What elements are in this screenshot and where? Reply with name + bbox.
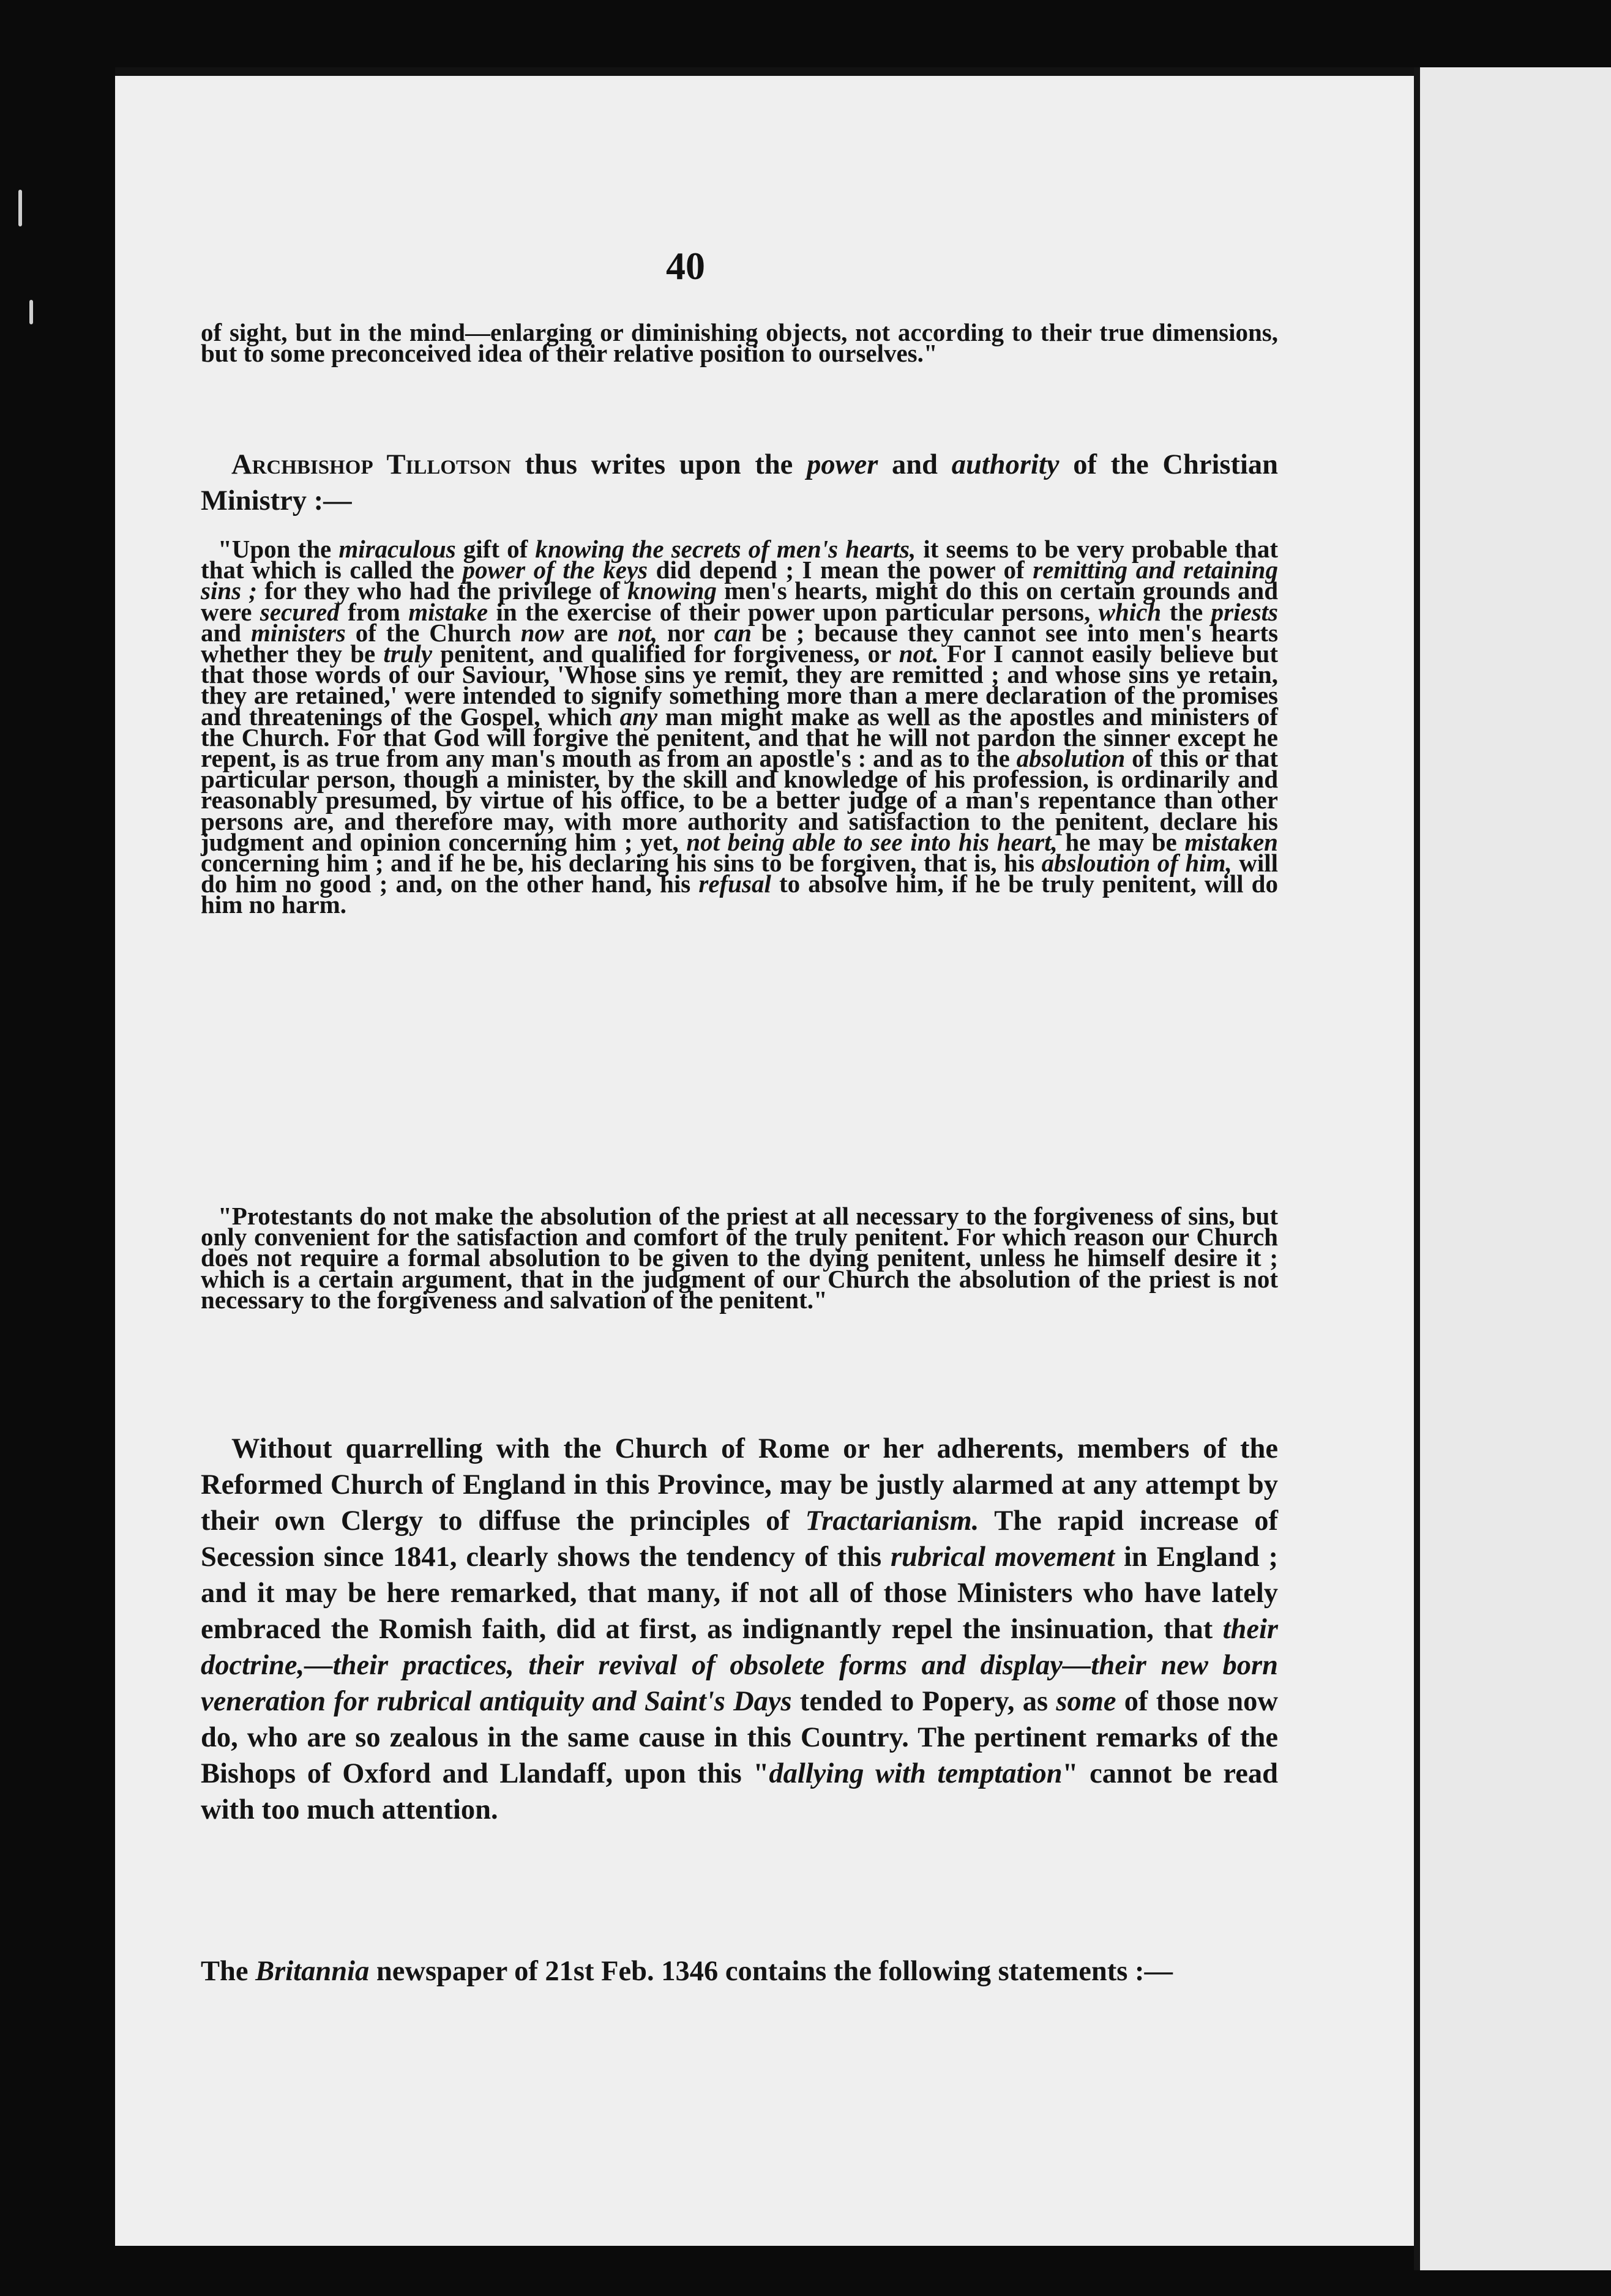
italic-text: knowing the secrets of men's hearts, bbox=[535, 535, 916, 563]
italic-text: miraculous bbox=[338, 535, 456, 563]
text-run: newspaper of 21st Feb. 1346 contains the following statements :— bbox=[369, 1956, 1173, 1987]
italic-text: some bbox=[1056, 1686, 1116, 1717]
text-run: will do him no good ; and, on the other hand, his bbox=[201, 849, 1278, 898]
italic-text: absolution bbox=[1016, 744, 1126, 773]
text-run: The rapid increase of Secession since 1841, clearly shows the tendency of this bbox=[201, 1505, 1278, 1573]
text-run: in England ; and it may be here remarked, that many, if not all of those Ministers who have lately embraced the Romish faith, did at first, as indignantly repel the insinuation, that bbox=[201, 1541, 1278, 1645]
italic-text: power bbox=[807, 449, 878, 480]
italic-text: power of the keys bbox=[462, 556, 648, 584]
text-run: and bbox=[878, 449, 952, 480]
italic-text: mistaken bbox=[1184, 827, 1278, 856]
paragraph-quote-continuation bbox=[201, 318, 1278, 368]
italic-text: truly bbox=[383, 639, 433, 668]
italic-text: priests bbox=[1211, 597, 1279, 626]
text-run: he may be bbox=[1057, 827, 1185, 856]
text-run: concerning him ; and if he be, his declaring his sins to be forgiven, that is, his bbox=[201, 849, 1042, 878]
author-name: Archbishop Tillotson bbox=[231, 449, 511, 480]
text-run: The bbox=[201, 1956, 256, 1987]
paragraph-britannia bbox=[201, 1953, 1278, 1989]
italic-text: their doctrine,—their practices, their revival of obsolete forms and display—their new born veneration for rubrical antiquity and Saint's Days bbox=[201, 1614, 1278, 1717]
italic-text: rubrical movement bbox=[890, 1541, 1115, 1573]
italic-text: absloution of him, bbox=[1041, 849, 1232, 878]
italic-text: not. bbox=[899, 639, 939, 668]
text-run: to absolve him, if he be truly penitent, will do him no harm. bbox=[201, 870, 1278, 919]
italic-text: knowing bbox=[627, 576, 717, 605]
italic-text: any bbox=[619, 702, 658, 731]
page-number: 40 bbox=[666, 244, 705, 288]
italic-text: dallying with temptation bbox=[769, 1758, 1063, 1789]
adjacent-page-edge bbox=[1414, 67, 1611, 2270]
text-run: penitent, and qualified for forgiveness, or bbox=[432, 639, 899, 668]
italic-text: can bbox=[714, 618, 752, 647]
italic-text: secured bbox=[260, 597, 340, 626]
text-run: men's hearts, might do this on certain grounds and were bbox=[201, 576, 1279, 626]
paragraph-tillotson-quote bbox=[201, 535, 1279, 919]
text-run: For I cannot easily believe but that those words of our Saviour, 'Whose sins ye remit, they are remitted ; and whose sins ye retain, they are retained,' were intended to signify something more than a mere declaration of the promises and threatenings of the Gospel, which bbox=[201, 639, 1278, 731]
italic-text: which bbox=[1098, 597, 1162, 626]
text-run: of the Christian Ministry :— bbox=[201, 449, 1278, 516]
italic-text: not, bbox=[618, 618, 658, 647]
text-run: thus writes upon the bbox=[510, 449, 807, 480]
text-run: " cannot be read with too much attention. bbox=[201, 1758, 1278, 1825]
text-run: of those now do, who are so zealous in the same cause in this Country. The pertinent remarks of the Bishops of Oxford and Llandaff, upon this " bbox=[201, 1686, 1278, 1789]
text-run: from bbox=[339, 597, 409, 626]
paragraph-tillotson-intro bbox=[201, 447, 1278, 519]
text-run: of the Church bbox=[345, 618, 521, 647]
text-run: did depend ; I mean the power of bbox=[648, 556, 1033, 584]
text-run: gift of bbox=[455, 535, 536, 563]
text-run: be ; because they cannot see into men's hearts whether they be bbox=[201, 618, 1279, 668]
document-page bbox=[115, 67, 1503, 2246]
text-run: and bbox=[201, 618, 251, 647]
text-run: are bbox=[564, 618, 618, 647]
text-run: man might make as well as the apostles and ministers of the Church. For that God will forgive the penitent, and that he will not pardon the sinner except he repent, is as true from any man's mouth as from an apostle's : and as to the bbox=[201, 702, 1278, 773]
text-run: of this or that particular person, though a minister, by the skill and knowledge of his profession, is ordinarily and reasonably presumed, by virtue of his office, to be a better judge of a man's repentance than other persons are, and therefore may, with more authority and satisfaction to the penitent, declare his judgment and opinion concerning him ; yet, bbox=[201, 744, 1278, 856]
text-run: for they who had the privilege of bbox=[257, 576, 628, 605]
italic-text: remitting and retaining sins ; bbox=[201, 556, 1278, 605]
text-run: of sight, but in the mind—enlarging or diminishing objects, not according to their true dimensions, but to some preconceived idea of their relative position to ourselves." bbox=[201, 318, 1278, 368]
paragraph-protestants-quote bbox=[201, 1202, 1278, 1314]
italic-text: Britannia bbox=[255, 1956, 370, 1987]
text-run: "Upon the bbox=[218, 535, 339, 563]
text-run: in the exercise of their power upon particular persons, bbox=[488, 597, 1099, 626]
italic-text: mistake bbox=[408, 597, 488, 626]
left-edge-ink-marks bbox=[12, 184, 49, 330]
paragraph-tractarianism bbox=[201, 1431, 1278, 1828]
text-run: nor bbox=[657, 618, 714, 647]
italic-text: refusal bbox=[698, 870, 771, 898]
italic-text: now bbox=[520, 618, 564, 647]
text-run: "Protestants do not make the absolution of the priest at all necessary to the forgiveness of sins, but only convenient for the satisfaction and comfort of the truly penitent. For which reason our Church does not require a formal absolution to be given to the dying penitent, unless he himself desire it ; which is a certain argument, that in the judgment of our Church the absolution of the priest is not necessary to the forgiveness and salvation of the penitent." bbox=[201, 1202, 1278, 1314]
italic-text: authority bbox=[951, 449, 1060, 480]
italic-text: not being able to see into his heart, bbox=[686, 827, 1058, 856]
text-run: Without quarrelling with the Church of Rome or her adherents, members of the Reformed Church of England in this Province, may be justly alarmed at any attempt by their own Clergy to diffuse the principles of bbox=[201, 1433, 1278, 1537]
text-run: the bbox=[1161, 597, 1211, 626]
italic-text: Tractarianism. bbox=[805, 1505, 979, 1537]
italic-text: ministers bbox=[250, 618, 346, 647]
text-run: it seems to be very probable that that which is called the bbox=[201, 535, 1278, 584]
text-run: tended to Popery, as bbox=[791, 1686, 1056, 1717]
